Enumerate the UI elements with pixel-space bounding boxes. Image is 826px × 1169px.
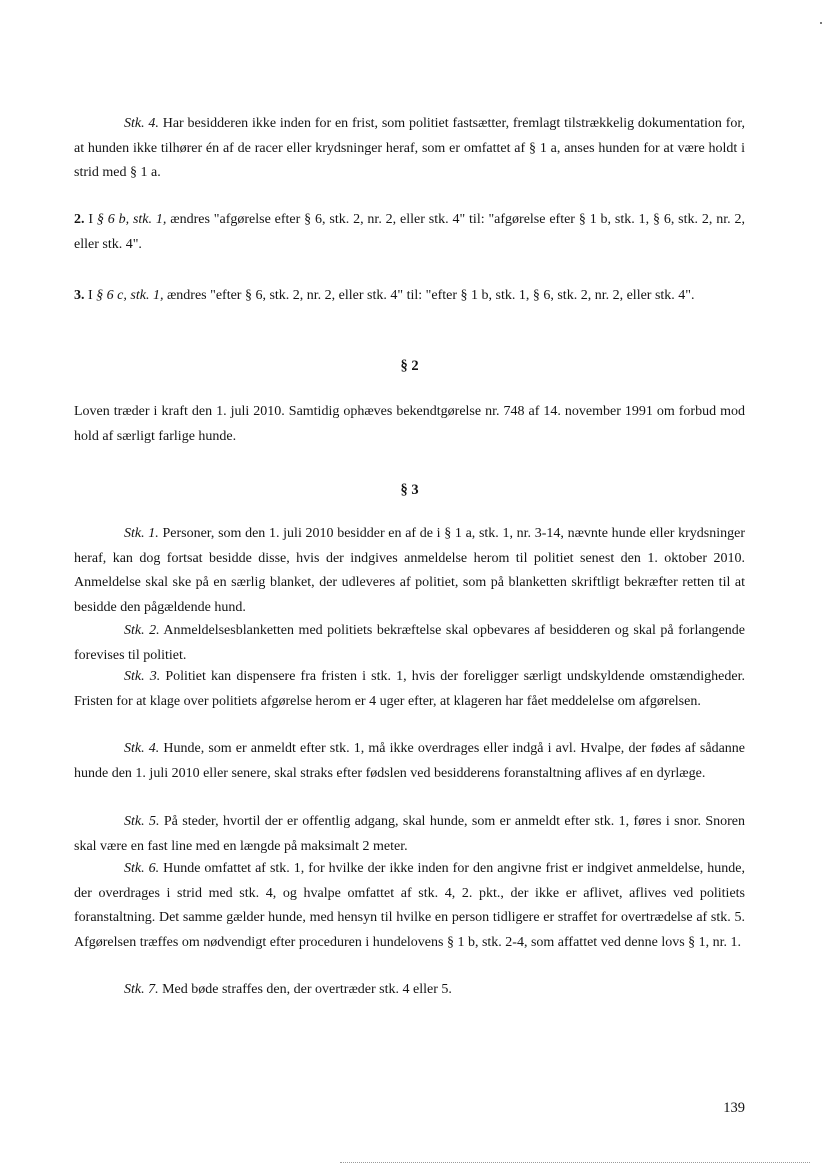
scan-speck [820, 22, 822, 24]
stk-label: Stk. 4. [124, 741, 160, 756]
paragraph-stk5 [74, 810, 745, 859]
item-text: ændres "afgørelse efter § 6, stk. 2, nr. 2, eller stk. 4" til: "afgørelse efter § 1 b, stk. 1, § 6, stk. 2, nr. 2, eller stk. 4". [74, 212, 745, 252]
scan-edge-line [340, 1162, 810, 1163]
paragraph-text: Hunde omfattet af stk. 1, for hvilke der ikke inden for den angivne frist er indgivet anmeldelse, hunde, der overdrages i strid med stk. 4, og hvalpe omfattet af stk. 4, 2. pkt., der ikke er aflivet, aflives ved politiets foranstaltning. Det samme gælder hunde, med hensyn til hvilke en person tidligere er straffet for overtrædelse af stk. 5. Afgørelsen træffes om nødvendigt efter proceduren i hundelovens § 1 b, stk. 2-4, som affattet ved denne lovs § 1, nr. 1. [74, 861, 745, 950]
paragraph-text: Personer, som den 1. juli 2010 besidder en af de i § 1 a, stk. 1, nr. 3-14, nævnte hunde eller krydsninger heraf, kan dog fortsat besidde disse, hvis der indgives anmeldelse herom til politiet senest den 1. oktober 2010. Anmeldelse skal ske på en særlig blanket, der udleveres af politiet, som på blanketten skriftligt bekræfter retten til at besidde den pågældende hund. [74, 526, 745, 615]
paragraph-text: På steder, hvortil der er offentlig adgang, skal hunde, som er anmeldt efter stk. 1, føres i snor. Snoren skal være en fast line med en længde på maksimalt 2 meter. [74, 814, 746, 854]
item-number: 3. [74, 288, 85, 303]
section-heading-2: § 2 [400, 358, 419, 374]
paragraph-stk2 [74, 619, 745, 668]
paragraph-stk3 [74, 665, 745, 714]
stk-label: Stk. 3. [124, 669, 161, 684]
item-citation: § 6 b, stk. 1, [96, 212, 167, 227]
amendment-item-3 [74, 284, 745, 309]
stk-label: Stk. 5. [124, 814, 160, 829]
paragraph-stk4-dokumentation [74, 112, 745, 186]
amendment-item-2 [74, 208, 745, 257]
item-text: ændres "efter § 6, stk. 2, nr. 2, eller stk. 4" til: "efter § 1 b, stk. 1, § 6, stk. 2, nr. 2, eller stk. 4". [163, 288, 695, 303]
paragraph-stk4-avl [74, 737, 745, 786]
paragraph-text: Loven træder i kraft den 1. juli 2010. Samtidig ophæves bekendtgørelse nr. 748 af 14. november 1991 om forbud mod hold af særligt farlige hunde. [74, 404, 745, 444]
paragraph-text: Hunde, som er anmeldt efter stk. 1, må ikke overdrages eller indgå i avl. Hvalpe, der fødes af sådanne hunde den 1. juli 2010 eller senere, skal straks efter fødslen ved besidderens foranstaltning aflives af en dyrlæge. [74, 741, 745, 781]
stk-label: Stk. 4. [124, 116, 159, 131]
paragraph-text: Politiet kan dispensere fra fristen i stk. 1, hvis der foreligger særligt undskyldende omstændigheder. Fristen for at klage over politiets afgørelse herom er 4 uger efter, at klageren har fået meddelelse om afgørelsen. [74, 669, 745, 709]
paragraph-stk1 [74, 522, 745, 620]
item-prefix: I [84, 212, 97, 227]
stk-label: Stk. 6. [124, 861, 160, 876]
item-prefix: I [84, 288, 97, 303]
paragraph-stk7 [74, 978, 745, 1003]
paragraph-ikrafttraeden [74, 400, 745, 449]
paragraph-text: Anmeldelsesblanketten med politiets bekræftelse skal opbevares af besidderen og skal på forlangende forevises til politiet. [74, 623, 746, 663]
page-number: 139 [723, 1100, 745, 1116]
item-number: 2. [74, 212, 85, 227]
stk-label: Stk. 1. [124, 526, 159, 541]
paragraph-text: Med bøde straffes den, der overtræder stk. 4 eller 5. [158, 982, 452, 997]
item-citation: § 6 c, stk. 1, [96, 288, 164, 303]
stk-label: Stk. 7. [124, 982, 159, 997]
stk-label: Stk. 2. [124, 623, 160, 638]
paragraph-text: Har besidderen ikke inden for en frist, som politiet fastsætter, fremlagt tilstrækkelig dokumentation for, at hunden ikke tilhører én af de racer eller krydsninger heraf, som er omfattet af § 1 a, anses hunden for at være holdt i strid med § 1 a. [74, 116, 745, 180]
paragraph-stk6 [74, 857, 745, 955]
section-heading-3: § 3 [400, 482, 419, 498]
